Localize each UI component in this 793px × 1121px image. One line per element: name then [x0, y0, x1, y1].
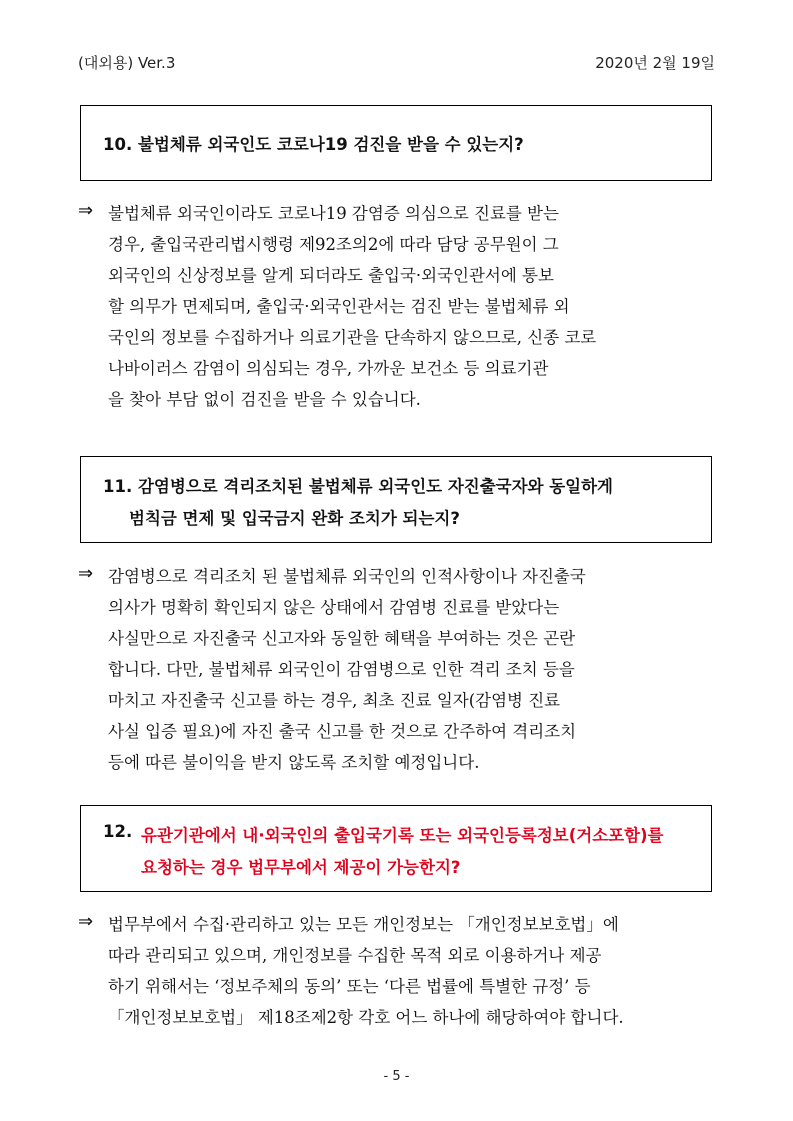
answer-12-line: 「개인정보보호법」 제18조제2항 각호 어느 하나에 해당하여야 합니다.	[108, 1008, 624, 1027]
answer-12-line: 하기 위해서는 ‘정보주체의 동의’ 또는 ‘다른 법률에 특별한 규정’ 등	[108, 977, 591, 996]
document-version: (대외용) Ver.3	[78, 54, 176, 72]
answer-10-line: 외국인의 신상정보를 알게 되더라도 출입국·외국인관서에 통보	[108, 266, 554, 285]
question-11-title-line: 범칙금 면제 및 입국금지 완화 조치가 되는지?	[129, 509, 460, 528]
answer-10-line: 불법체류 외국인이라도 코로나19 감염증 의심으로 진료를 받는	[108, 204, 559, 223]
question-10-box	[80, 105, 712, 181]
answer-11-line: 사실 입증 필요)에 자진 출국 신고를 한 것으로 간주하여 격리조치	[108, 722, 577, 741]
answer-11-line: 마치고 자진출국 신고를 하는 경우, 최초 진료 일자(감염병 진료	[108, 691, 561, 710]
question-11-title-line: 11. 감염병으로 격리조치된 불법체류 외국인도 자진출국자와 동일하게	[103, 477, 613, 496]
answer-10-line: 국인의 정보를 수집하거나 의료기관을 단속하지 않으므로, 신종 코로	[108, 328, 597, 347]
question-12-title-line: 유관기관에서 내·외국인의 출입국기록 또는 외국인등록정보(거소포함)를	[141, 826, 664, 845]
answer-10-line: 을 찾아 부담 없이 검진을 받을 수 있습니다.	[108, 390, 421, 409]
question-12-title-line: 요청하는 경우 법무부에서 제공이 가능한지?	[141, 858, 461, 877]
answer-11-line: 사실만으로 자진출국 신고자와 동일한 혜택을 부여하는 것은 곤란	[108, 629, 576, 648]
document-date: 2020년 2월 19일	[595, 54, 715, 72]
implies-arrow-icon: ⇒	[78, 563, 94, 584]
answer-11-line: 의사가 명확히 확인되지 않은 상태에서 감염병 진료를 받았다는	[108, 598, 560, 617]
answer-11-line: 등에 따른 불이익을 받지 않도록 조치할 예정입니다.	[108, 753, 480, 772]
question-10-title: 10. 불법체류 외국인도 코로나19 검진을 받을 수 있는지?	[103, 135, 524, 154]
implies-arrow-icon: ⇒	[78, 911, 94, 932]
page-number: - 5 -	[383, 1069, 410, 1084]
answer-11-line: 합니다. 다만, 불법체류 외국인이 감염병으로 인한 격리 조치 등을	[108, 660, 575, 679]
answer-11-line: 감염병으로 격리조치 된 불법체류 외국인의 인적사항이나 자진출국	[108, 567, 586, 586]
question-12-number: 12.	[103, 822, 133, 841]
question-12-box	[80, 805, 712, 892]
answer-10-line: 할 의무가 면제되며, 출입국·외국인관서는 검진 받는 불법체류 외	[108, 297, 570, 316]
question-11-box	[80, 456, 712, 543]
answer-12-line: 법무부에서 수집·관리하고 있는 모든 개인정보는 「개인정보보호법」에	[108, 915, 619, 934]
implies-arrow-icon: ⇒	[78, 200, 94, 221]
answer-10-line: 나바이러스 감염이 의심되는 경우, 가까운 보건소 등 의료기관	[108, 359, 549, 378]
answer-10-line: 경우, 출입국관리법시행령 제92조의2에 따라 담당 공무원이 그	[108, 235, 559, 254]
answer-12-line: 따라 관리되고 있으며, 개인정보를 수집한 목적 외로 이용하거나 제공	[108, 946, 602, 965]
